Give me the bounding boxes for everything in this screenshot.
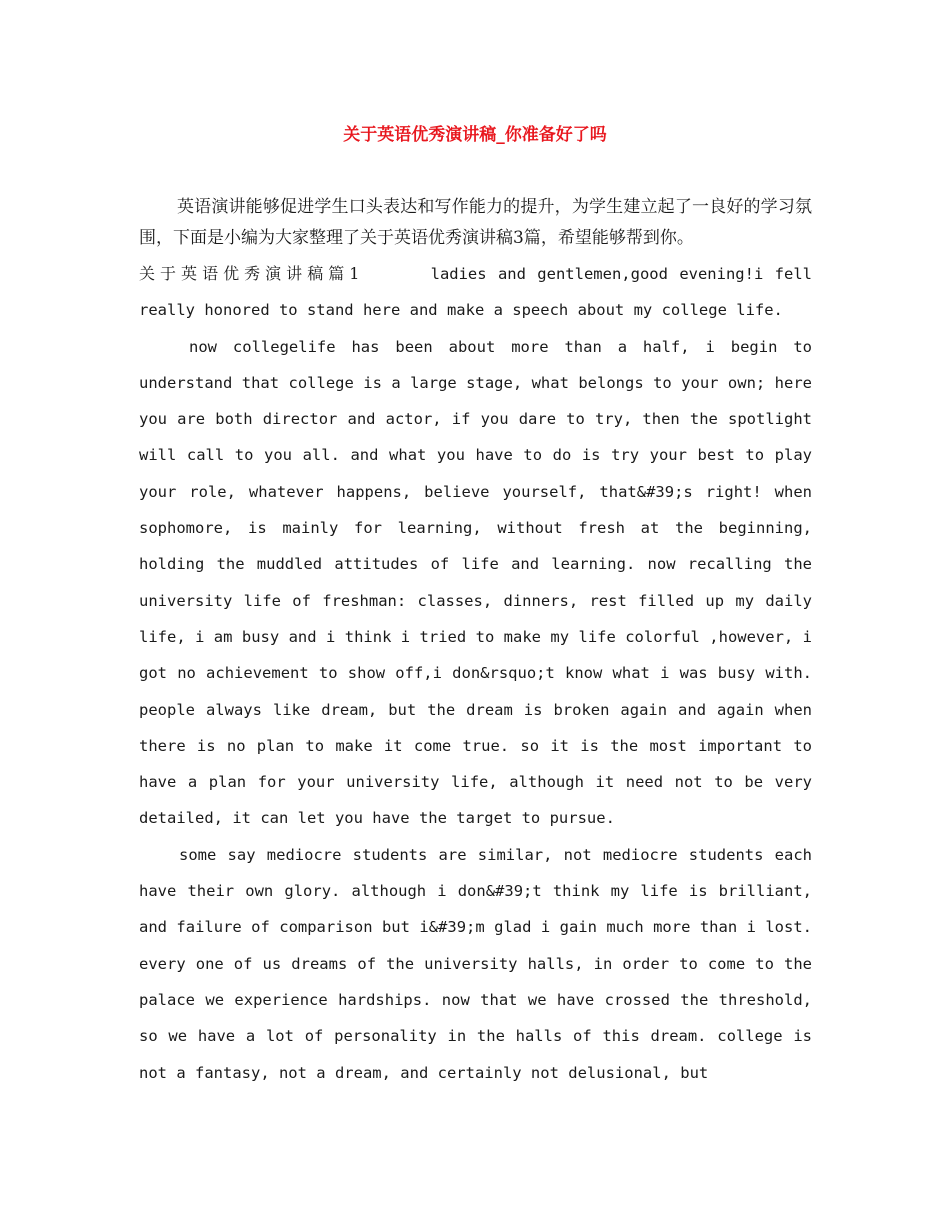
document-body (139, 192, 812, 1091)
intro-paragraph: 英语演讲能够促进学生口头表达和写作能力的提升，为学生建立起了一良好的学习氛围，下面是小编为大家整理了关于英语优秀演讲稿3篇，希望能够帮到你。 (139, 197, 812, 248)
paragraph-3: some say mediocre students are similar, not mediocre students each have their own glory. although i don&#39;t think my life is brilliant, and failure of comparison but i&#39;m glad i gain much more than i lost. every one of us dreams of the university halls, in order to come to the palace we experience hardships. now that we have crossed the threshold, so we have a lot of personality in the halls of this dream. college is not a fantasy, not a dream, and certainly not delusional, but (139, 845, 812, 1082)
section-heading-line (139, 256, 812, 329)
document-title: 关于英语优秀演讲稿_你准备好了吗 (343, 125, 607, 145)
section-heading: 关于英语优秀演讲稿篇1 (139, 264, 363, 283)
paragraph-2: now collegelife has been about more than a half, i begin to understand that college is a large stage, what belongs to your own; here you are both director and actor, if you dare to try, then the spotlight will call to you all. and what you have to do is try your best to play your role, whatever happens, believe yourself, that&#39;s right! when sophomore, is mainly for learning, without fresh at the beginning, holding the muddled attitudes of life and learning. now recalling the university life of freshman: classes, dinners, rest filled up my daily life, i am busy and i think i tried to make my life colorful ,however, i got no achievement to show off,i don&rsquo;t know what i was busy with. people always like dream, but the dream is broken again and again when there is no plan to make it come true. so it is the most important to have a plan for your university life, although it need not to be very detailed, it can let you have the target to pursue. (139, 337, 812, 828)
paragraph-1: ladies and gentlemen,good evening!i fell really honored to stand here and make a speech about my college life. (139, 265, 812, 320)
